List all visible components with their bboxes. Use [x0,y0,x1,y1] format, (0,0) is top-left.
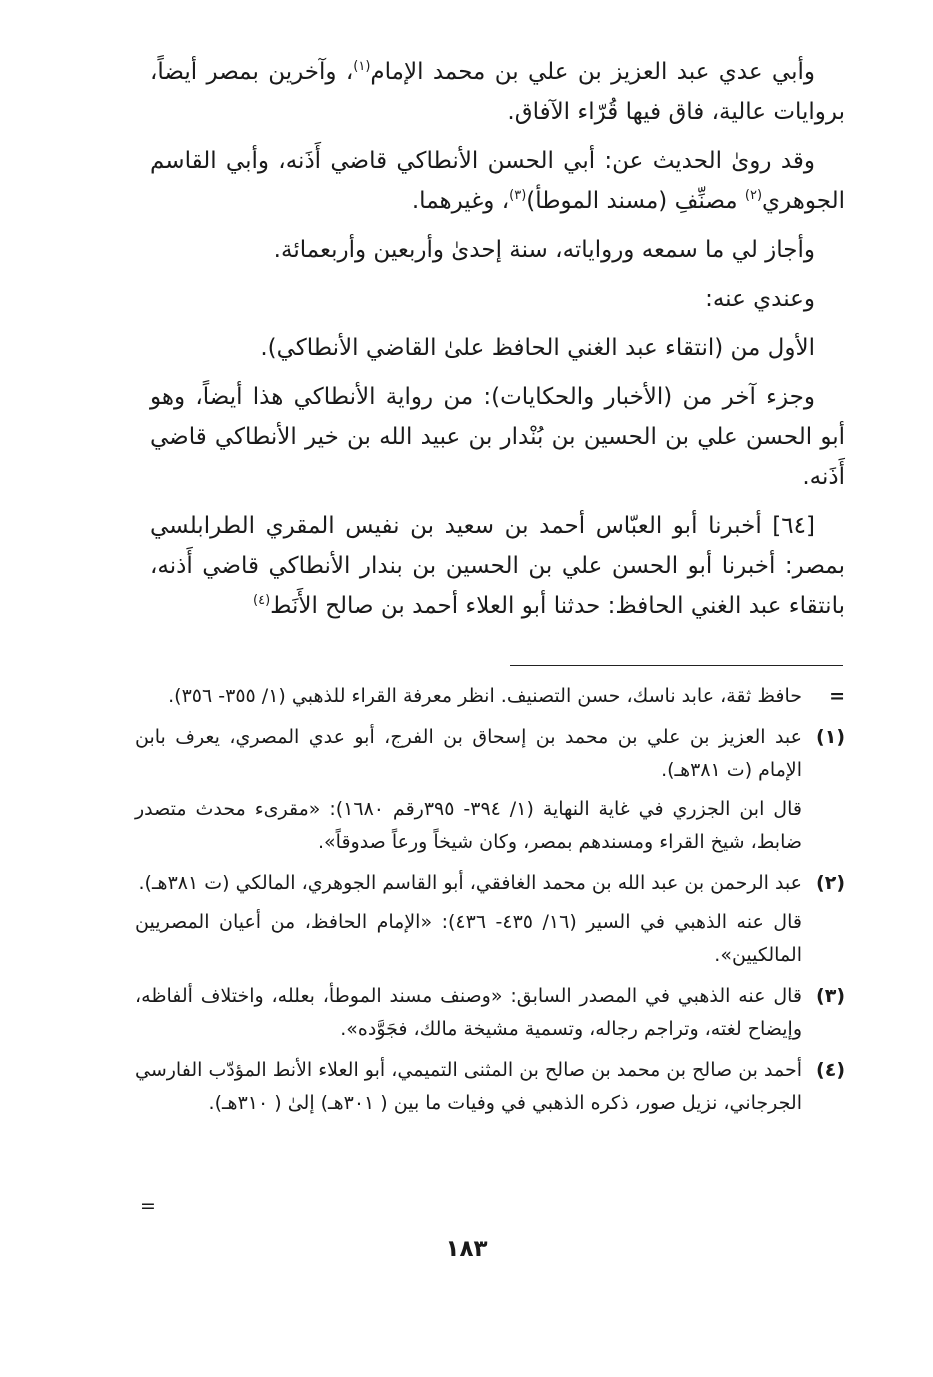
footnote-text: قال عنه الذهبي في السير (١٦/ ٤٣٥- ٤٣٦): «الإمام الحافظ، من أعيان المصريين المالكيين». [135,911,802,966]
footnote-text: عبد الرحمن بن عبد الله بن محمد الغافقي، أبو القاسم الجوهري، المالكي (ت ٣٨١هـ). [138,872,802,894]
footnote-text: حافظ ثقة، عابد ناسك، حسن التصنيف. انظر معرفة القراء للذهبي (١/ ٣٥٥- ٣٥٦). [168,685,802,707]
body-paragraph [150,230,845,270]
main-text [150,52,845,635]
footnote-reference: (١) [353,59,371,74]
footnote-reference: (٢) [744,188,763,203]
footnote-text: أحمد بن صالح بن محمد بن صالح بن المثنى التميمي، أبو العلاء الأنط المؤدّب الفارسي الجرجاني، نزيل صور، ذكره الذهبي في وفيات ما بين ( ٣٠١هـ) إلىٰ ( ٣١٠هـ). [135,1059,802,1114]
body-text: ، وغيرهما. [411,188,510,214]
footnote-body [135,1054,802,1120]
body-paragraph [150,52,845,132]
footnote-body [135,867,802,972]
footnote-text: قال عنه الذهبي في المصدر السابق: «وصنف مسند الموطأ، بعلله، واختلاف ألفاظه، وإيضاح لغته، وتراجم رجاله، وتسمية مشيخة مالك، فجَوَّده». [135,985,802,1040]
footnote-body [135,721,802,859]
footnote-reference: (٤) [253,593,271,608]
footnote-separator [510,665,843,666]
footnote [135,680,845,713]
footnote-number: (٢) [816,872,845,894]
footnote-number: = [829,685,845,707]
body-text: ، وآخرين بمصر أيضاً، بروايات عالية، فاق فيها قُرّاء الآفاق. [150,59,845,125]
body-text: وأبي عدي عبد العزيز بن علي بن محمد الإمام [370,59,815,85]
footnote [135,1054,845,1120]
footnote-body [135,980,802,1046]
continuation-mark: = [140,1195,156,1217]
footnote [135,867,845,972]
footnote-number: (٣) [816,985,845,1007]
body-paragraph [150,377,845,497]
footnote-body [135,680,802,713]
footnote-text: عبد العزيز بن علي بن محمد بن إسحاق بن الفرج، أبو عدي المصري، يعرف بابن الإمام (ت ٣٨١هـ). [135,726,802,781]
footnote-reference: (٣) [509,188,527,203]
body-text: وأجاز لي ما سمعه ورواياته، سنة إحدىٰ وأربعين وأربعمائة. [273,237,815,263]
footnote-text: قال ابن الجزري في غاية النهاية (١/ ٣٩٤- ٣٩٥رقم ١٦٨٠): «مقرىء محدث متصدر ضابط، شيخ القراء ومسندهم بمصر، وكان شيخاً ورعاً صدوقاً». [135,798,802,853]
body-paragraph [150,328,845,368]
body-text: وعندي عنه: [705,286,815,312]
body-text: مصنِّفِ (مسند الموطأ) [526,188,745,214]
body-paragraph [150,141,845,221]
body-text: وقد روىٰ الحديث عن: أبي الحسن الأنطاكي قاضي أَذَنه، وأبي القاسم الجوهري [150,148,845,214]
footnotes-section [135,680,845,1128]
page-number: ١٨٣ [445,1236,488,1262]
body-text: وجزء آخر من (الأخبار والحكايات): من رواية الأنطاكي هذا أيضاً، وهو أبو الحسن علي بن الحسين بن بُنْدار بن عبيد الله بن خير الأنطاكي قاضي أَذَنه. [150,384,845,490]
footnote-number: (٤) [816,1059,845,1081]
footnote [135,980,845,1046]
footnote [135,721,845,859]
body-paragraph [150,279,845,319]
body-text: [٦٤] أخبرنا أبو العبّاس أحمد بن سعيد بن نفيس المقري الطرابلسي بمصر: أخبرنا أبو الحسن علي بن الحسين بن بندار الأنطاكي قاضي أَذنه، بانتقاء عبد الغني الحافظ: حدثنا أبو العلاء أحمد بن صالح الأَنَط [150,513,845,619]
body-text: الأول من (انتقاء عبد الغني الحافظ علىٰ القاضي الأنطاكي). [260,335,815,361]
body-paragraph [150,506,845,626]
footnote-number: (١) [816,726,845,748]
